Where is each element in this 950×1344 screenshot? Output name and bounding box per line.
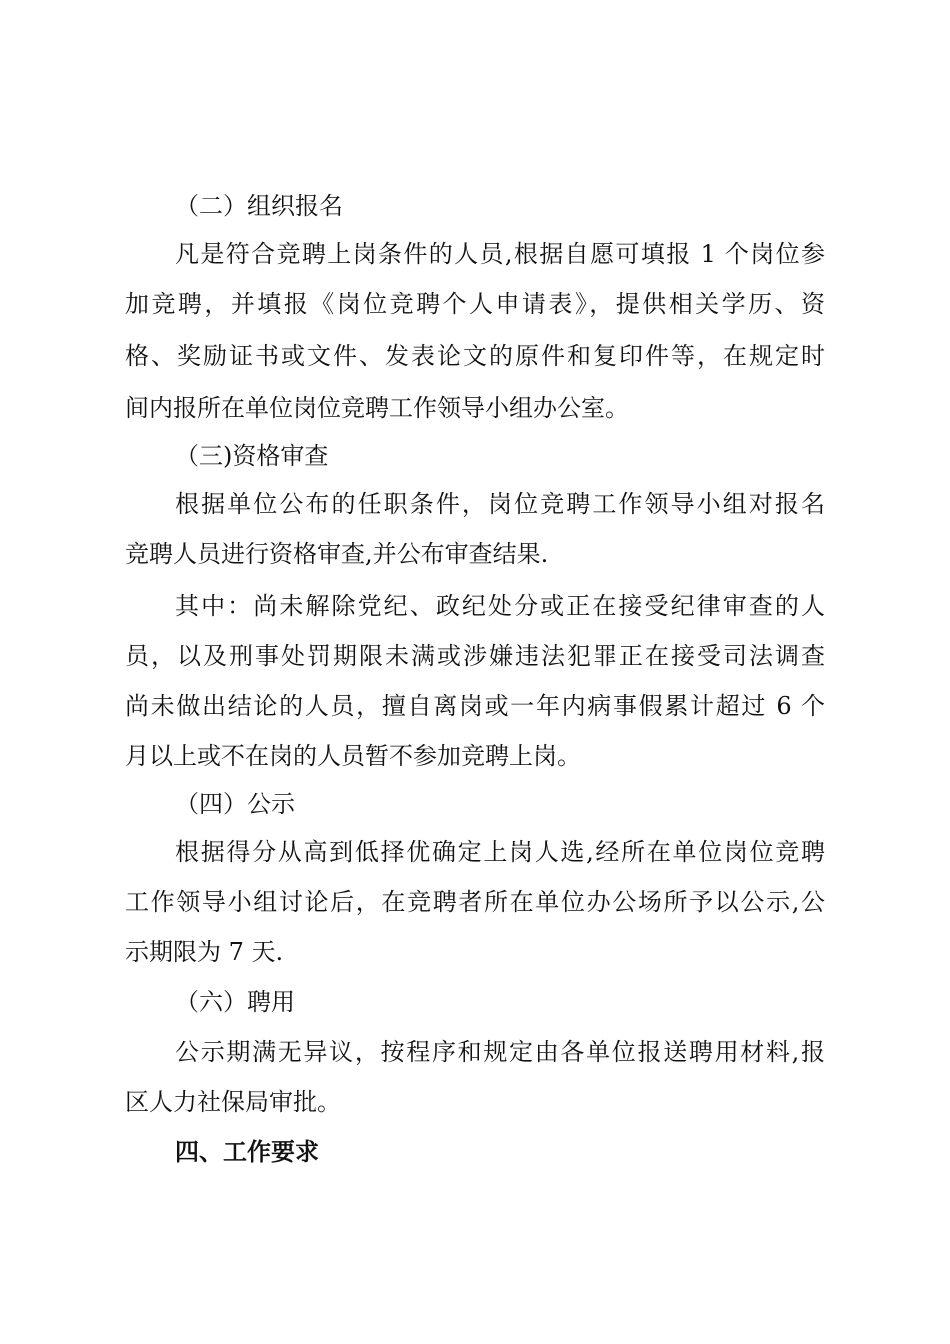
paragraph-line: 员，以及刑事处罚期限未满或涉嫌违法犯罪正在接受司法调查 [125, 642, 825, 670]
paragraph-line: 尚未做出结论的人员，擅自离岗或一年内病事假累计超过 6 个 [125, 692, 825, 720]
paragraph-line: 示期限为 7 天. [125, 938, 284, 966]
paragraph-line: 格、奖励证书或文件、发表论文的原件和复印件等，在规定时 [125, 342, 825, 370]
paragraph-line: 加竞聘，并填报《岗位竞聘个人申请表》，提供相关学历、资 [125, 290, 825, 318]
paragraph-line: 根据单位公布的任职条件，岗位竞聘工作领导小组对报名 [175, 490, 825, 518]
paragraph-line: 公示期满无异议，按程序和规定由各单位报送聘用材料,报 [175, 1038, 825, 1066]
paragraph-line: 凡是符合竞聘上岗条件的人员,根据自愿可填报 1 个岗位参 [175, 240, 825, 268]
section-heading-registration: （二）组织报名 [175, 192, 343, 220]
section-heading-employment: （六）聘用 [175, 988, 295, 1016]
paragraph-line: 其中：尚未解除党纪、政纪处分或正在接受纪律审查的人 [175, 592, 825, 620]
paragraph-line: 竞聘人员进行资格审查,并公布审查结果. [125, 540, 549, 568]
paragraph-line: 区人力社保局审批。 [125, 1088, 341, 1116]
section-heading-qualification-review: （三)资格审查 [175, 442, 329, 470]
paragraph-line: 工作领导小组讨论后，在竞聘者所在单位办公场所予以公示,公 [125, 888, 825, 916]
major-heading-work-requirements: 四、工作要求 [175, 1137, 319, 1166]
section-heading-publicity: （四）公示 [175, 790, 295, 818]
paragraph-line: 月以上或不在岗的人员暂不参加竞聘上岗。 [125, 742, 581, 770]
paragraph-line: 间内报所在单位岗位竞聘工作领导小组办公室。 [125, 394, 629, 422]
paragraph-line: 根据得分从高到低择优确定上岗人选,经所在单位岗位竞聘 [175, 838, 825, 866]
